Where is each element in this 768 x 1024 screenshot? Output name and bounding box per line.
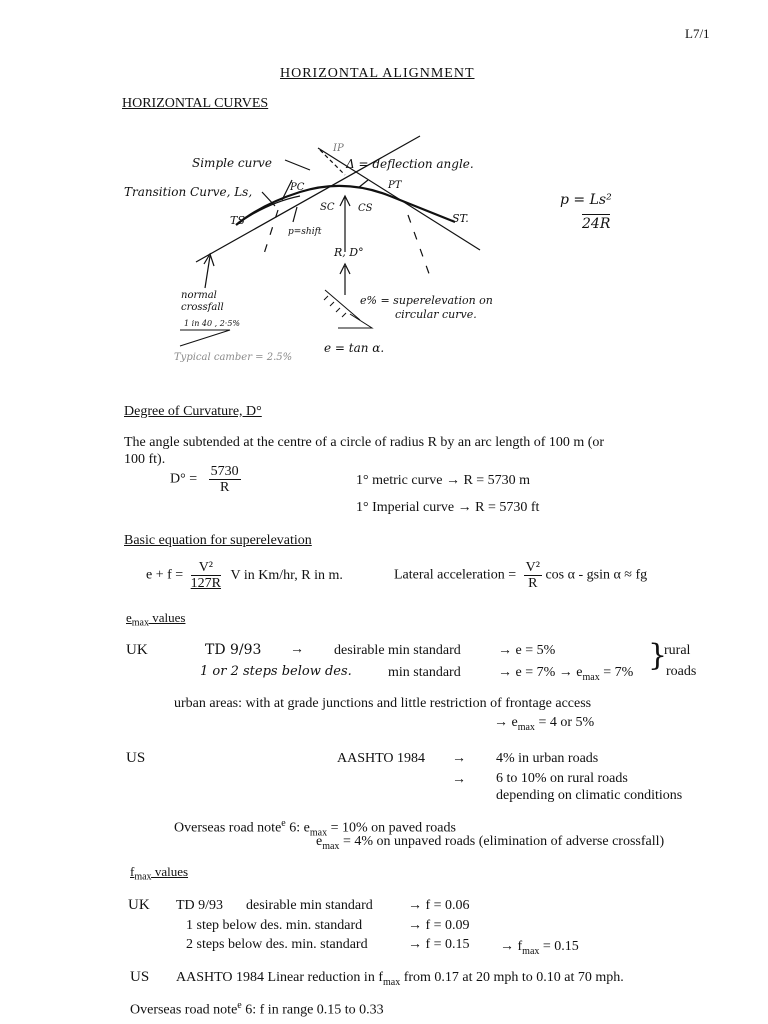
fmax-us-sub: max — [382, 976, 401, 988]
ip-label: IP — [333, 143, 344, 154]
emax-urban: urban areas: with at grade junctions and little restriction of frontage access — [174, 696, 592, 711]
fmax-overseas — [130, 1000, 384, 1019]
emax-td: TD 9/93 — [205, 642, 262, 658]
fmax-row2-value: → f = 0.09 — [408, 918, 470, 933]
fmax-us-a: AASHTO 1984 Linear reduction in f — [176, 970, 383, 985]
fmax-row3-value: → f = 0.15 — [408, 937, 470, 952]
lateral-rest: cos α - gsin α ≈ fg — [545, 567, 648, 583]
emax-e7-sub: max — [582, 671, 600, 683]
fmax-heading-sym: f — [130, 864, 135, 879]
emax-us-label: US — [126, 750, 146, 766]
p-formula — [560, 192, 612, 208]
overseas-2-a: e — [316, 834, 323, 849]
section-heading-curves: HORIZONTAL CURVES — [122, 96, 269, 111]
lateral-label: Lateral acceleration = — [394, 567, 517, 583]
fmax-overseas-sup: e — [237, 1000, 242, 1011]
emax-heading-sub: max — [131, 617, 149, 629]
fmax-td: TD 9/93 — [176, 898, 224, 913]
degree-formula — [170, 464, 241, 495]
emax-heading-sym: e — [126, 610, 132, 625]
emax-e7-end: = 7% — [599, 665, 634, 680]
emax-min-standard: min standard — [388, 665, 461, 680]
fmax-us-line — [176, 970, 624, 988]
emax-aashto: AASHTO 1984 — [337, 751, 426, 766]
ts-label: TS — [230, 214, 245, 227]
super-units: V in Km/hr, R in m. — [230, 567, 343, 583]
emax-overseas-2 — [316, 834, 664, 852]
imperial-curve: 1° Imperial curve → R = 5730 ft — [356, 500, 540, 515]
emax-us-climate: depending on climatic conditions — [496, 788, 683, 803]
lateral-denominator: R — [528, 576, 538, 591]
fmax-row3-arrow: → f — [500, 939, 523, 954]
degree-definition-2: 100 ft). — [124, 452, 166, 467]
p-formula-den: 24R — [582, 216, 611, 232]
pc-label: PC — [290, 182, 305, 193]
emax-desirable: desirable min standard — [334, 643, 461, 658]
emax-us-rural: 6 to 10% on rural roads — [496, 771, 628, 786]
overseas-1-b: 6: e — [285, 820, 310, 836]
overseas-2-b: = 4% on unpaved roads (elimination of adverse crossfall) — [339, 834, 665, 849]
superelevation-label-2: circular curve. — [395, 308, 477, 321]
overseas-1-a: Overseas road note — [174, 820, 282, 836]
fmax-row3-extra — [500, 939, 579, 957]
e-tan-label: e = tan α. — [324, 341, 385, 355]
emax-e7 — [498, 665, 633, 683]
degree-numerator: 5730 — [210, 464, 239, 479]
overseas-1-c: = 10% on paved roads — [327, 820, 456, 836]
emax-steps: 1 or 2 steps below des. — [200, 664, 352, 679]
emax-heading — [126, 610, 185, 629]
fmax-row1-value: → f = 0.06 — [408, 898, 470, 913]
normal-label: normal — [181, 290, 217, 301]
radius-label: R, D° — [334, 246, 364, 259]
super-denominator: 127R — [190, 576, 222, 591]
emax-e7-text: → e = 7% → e — [498, 665, 583, 680]
st-label: ST. — [452, 212, 469, 225]
fmax-uk-label: UK — [128, 897, 150, 913]
crossfall-label: crossfall — [181, 302, 224, 313]
fmax-heading-rest: values — [151, 864, 189, 879]
fmax-overseas-a: Overseas road note — [130, 1002, 238, 1018]
superelevation-equation — [146, 560, 343, 591]
super-lhs: e + f = — [146, 567, 184, 583]
overseas-2-sub: max — [322, 840, 340, 852]
super-numerator: V² — [191, 560, 221, 576]
degree-definition-1 — [124, 435, 604, 451]
page-ref: L7/1 — [685, 26, 710, 41]
crossfall-value: 1 in 40 , 2·5% — [184, 319, 241, 328]
fmax-overseas-b: 6: f in range 0.15 to 0.33 — [241, 1002, 384, 1018]
emax-rural: rural — [664, 643, 691, 658]
degree-definition-text: The angle subtended at the centre of a circle of radius R by an arc length of 100 m (or — [124, 435, 605, 450]
cs-label: CS — [358, 203, 373, 214]
lateral-acceleration — [394, 560, 647, 591]
lateral-fraction — [524, 560, 542, 591]
transition-curve-label: Transition Curve, Ls, — [124, 185, 253, 199]
fmax-row3-end: = 0.15 — [539, 939, 579, 954]
fmax-heading — [130, 864, 188, 883]
emax-urban-value — [494, 715, 594, 733]
tangent-line-left — [196, 136, 420, 262]
fmax-row3-label: 2 steps below des. min. standard — [186, 937, 368, 952]
simple-curve-label: Simple curve — [192, 156, 272, 170]
rural-brace: } — [648, 638, 668, 673]
pt-label: PT — [388, 180, 402, 191]
fmax-us-label: US — [130, 969, 150, 985]
degree-fraction — [209, 464, 241, 495]
overseas-1-sub: max — [309, 827, 328, 839]
emax-urban-end: = 4 or 5% — [534, 715, 595, 730]
emax-heading-rest: values — [149, 610, 186, 625]
emax-urban-sub: max — [517, 721, 535, 733]
fmax-row2-label: 1 step below des. min. standard — [186, 918, 363, 933]
p-formula-lhs: p = Ls² — [560, 192, 612, 208]
lateral-numerator: V² — [525, 560, 540, 575]
deflection-label: Δ = deflection angle. — [346, 157, 474, 171]
typical-camber-label: Typical camber = 2.5% — [174, 352, 293, 363]
metric-curve: 1° metric curve → R = 5730 m — [356, 473, 531, 488]
superelevation-heading: Basic equation for superelevation — [124, 533, 312, 548]
radius-line-left — [262, 210, 278, 260]
super-fraction — [191, 560, 221, 591]
fmax-row3-sub: max — [522, 945, 540, 957]
degree-formula-lhs: D° = — [170, 471, 198, 487]
sc-label: SC — [320, 202, 335, 213]
p-shift-label: p=shift — [288, 227, 322, 237]
superelevation-label: e% = superelevation on — [360, 294, 493, 307]
emax-urban-arrow: → e — [494, 715, 518, 730]
radius-line-right — [408, 215, 432, 282]
emax-us-urban: 4% in urban roads — [496, 751, 599, 766]
emax-roads: roads — [666, 664, 697, 679]
fmax-heading-sub: max — [134, 871, 152, 883]
degree-denominator: R — [219, 480, 230, 495]
emax-us-arrow-2: → — [452, 772, 466, 787]
emax-e5: → e = 5% — [498, 643, 556, 658]
fmax-us-b: from 0.17 at 20 mph to 0.10 at 70 mph. — [400, 970, 624, 985]
emax-us-arrow-1: → — [452, 751, 466, 766]
emax-td-arrow: → — [290, 642, 304, 657]
page-title: HORIZONTAL ALIGNMENT — [280, 66, 475, 81]
degree-heading: Degree of Curvature, D° — [124, 404, 262, 419]
overseas-1-sup: e — [281, 818, 286, 829]
fmax-row1-label: desirable min standard — [246, 898, 373, 913]
emax-uk-label: UK — [126, 642, 148, 658]
